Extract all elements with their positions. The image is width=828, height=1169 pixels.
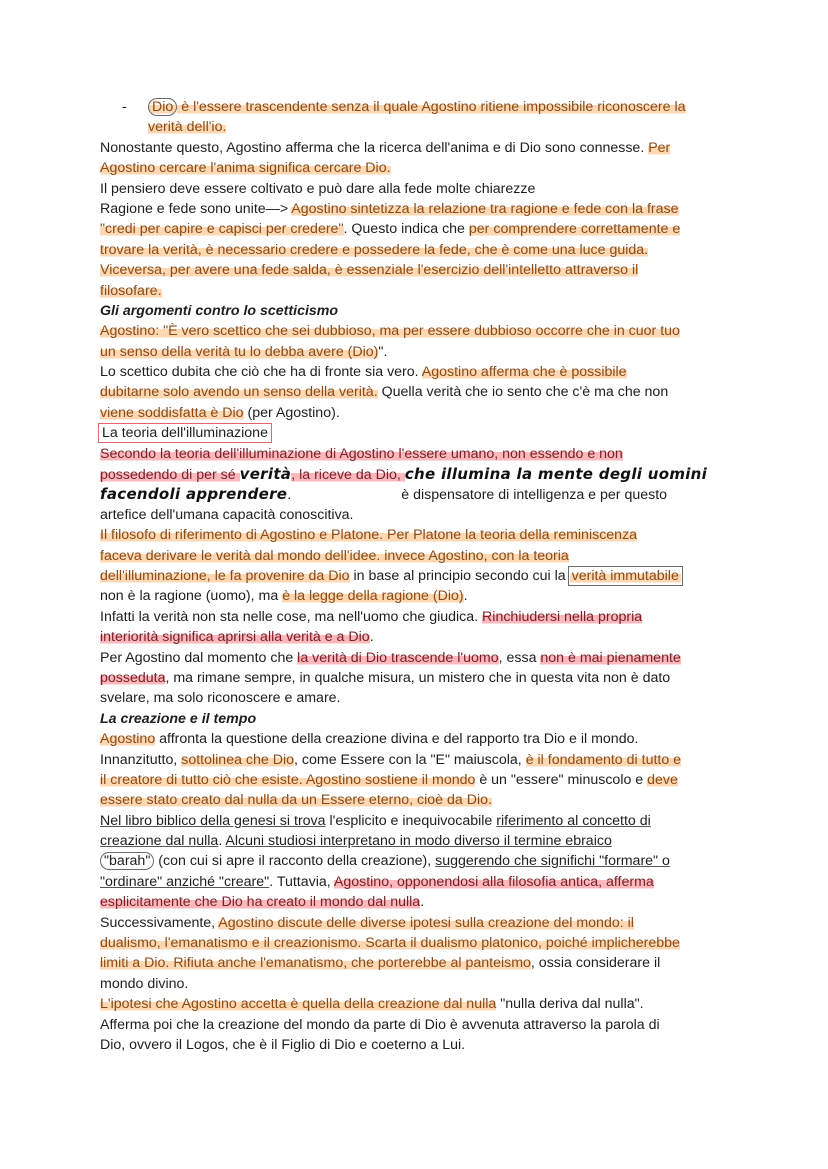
highlight-red: Agostino, opponendosi alla filosofia antica, afferma (333, 873, 654, 890)
text-line (100, 811, 730, 831)
underlined-text: "ordinare" anziché "creare" (100, 873, 270, 890)
text-span: , ossia considerare il (530, 955, 661, 972)
text-line (100, 260, 730, 280)
text-span: . (463, 588, 468, 605)
text-line (100, 464, 730, 484)
highlight-red: la verità di Dio trascende l'uomo (297, 649, 499, 666)
text-span: , come Essere con la "E" maiuscola, (294, 751, 526, 768)
highlight: Agostino cercare l'anima significa cercare Dio. (100, 160, 391, 177)
text-line (100, 219, 730, 239)
text-span: , essa (498, 649, 541, 666)
text-line (100, 546, 730, 566)
text-line (100, 586, 730, 606)
highlight-red: esplicitamente che Dio ha creato il mondo dal nulla (100, 894, 421, 911)
section-heading: Gli argomenti contro lo scetticismo (100, 302, 339, 319)
text-line (100, 607, 730, 627)
boxed-term: verità immutabile (571, 567, 679, 584)
text-line (100, 790, 730, 810)
bullet-dash: - (122, 99, 127, 115)
highlight: L'ipotesi che Agostino accetta è quella della creazione dal nulla (100, 996, 497, 1013)
highlight: Viceversa, per avere una fede salda, è essenziale l'esercizio dell'intelletto attraverso il (100, 262, 639, 279)
text-span: ". (378, 343, 388, 360)
text-span: (per Agostino). (243, 404, 340, 421)
text-line (100, 750, 730, 770)
text-line (100, 913, 730, 933)
highlight: il creatore di tutto ciò che esiste. Agostino sostiene il mondo (100, 771, 476, 788)
text-line (100, 444, 730, 464)
text-line (100, 994, 730, 1014)
text-line: artefice dell'umana capacità conoscitiva. (100, 506, 354, 523)
highlight: essere stato creato dal nulla da un Essere eterno, cioè da Dio. (100, 792, 492, 809)
highlight: Il filosofo di riferimento di Agostino e Platone. Per Platone la teoria della reminiscenza (100, 527, 638, 544)
highlight: verità dell'io. (148, 119, 227, 136)
bullet-line (100, 97, 730, 117)
text-span: . (369, 629, 374, 646)
text-line: Afferma poi che la creazione del mondo da parte di Dio è avvenuta attraverso la parola di (100, 1016, 660, 1033)
highlight: è l'essere trascendente senza il quale Agostino ritiene impossibile riconoscere la (177, 99, 686, 115)
highlight: faceva derivare le verità dal mondo dell'idee. invece Agostino, con la teoria (100, 547, 569, 564)
text-line (100, 892, 730, 912)
circled-word: Dio (148, 98, 177, 116)
highlight-red: , la riceve da Dio, (291, 467, 405, 484)
handwritten-note: verità (239, 465, 292, 484)
text-line (100, 342, 730, 362)
text-line: Il pensiero deve essere coltivato e può dare alla fede molte chiarezze (100, 180, 536, 197)
underlined-text: suggerendo che significhi "formare" o (435, 853, 670, 870)
text-line (100, 648, 730, 668)
text-line (100, 281, 730, 301)
highlight: Agostino afferma che è possibile (421, 364, 627, 381)
text-span: Innanzitutto, (100, 751, 182, 768)
highlight: Agostino (100, 731, 156, 748)
highlight: deve (647, 771, 678, 788)
highlight: "credi per capire e capisci per credere" (100, 221, 344, 238)
highlight: dualismo, l'emanatismo e il creazionismo. Scarta il dualismo platonico, poiché implicherebbe (100, 935, 680, 952)
text-span: Lo scettico dubita che ciò che ha di fronte sia vero. (100, 364, 422, 381)
section-heading-boxed: La teoria dell'illuminazione (102, 425, 268, 442)
underlined-text: Nel libro biblico della genesi si trova (100, 812, 326, 829)
highlight: trovare la verità, è necessario credere e possedere la fede, che è come una luce guida. (100, 241, 649, 258)
text-line: Dio, ovvero il Logos, che è il Figlio di Dio e coeterno a Lui. (100, 1036, 466, 1053)
text-line (100, 423, 730, 443)
text-span: . Questo indica che (343, 221, 469, 238)
text-span: , ma rimane sempre, in qualche misura, un mistero che in questa vita non è dato (165, 669, 671, 686)
text-span: . (420, 894, 425, 911)
text-span: affronta la questione della creazione divina e del rapporto tra Dio e il mondo. (155, 731, 639, 748)
highlight: Per (648, 139, 671, 156)
section-heading: La creazione e il tempo (100, 710, 257, 727)
text-line (100, 770, 730, 790)
text-line (100, 382, 730, 402)
text-span: Quella verità che io sento che c'è ma che non (377, 384, 669, 401)
text-line: mondo divino. (100, 975, 189, 992)
text-span: Successivamente, (100, 914, 219, 931)
highlight: limiti a Dio. Rifiuta anche l'emanatismo, che porterebbe al panteismo (100, 955, 531, 972)
text-span: . Tuttavia, (269, 873, 334, 890)
text-line (100, 851, 730, 871)
text-line (100, 117, 730, 137)
highlight: dubitarne solo avendo un senso della verità. (100, 384, 378, 401)
highlight: sottolinea che Dio (181, 751, 295, 768)
text-span: Nonostante questo, Agostino afferma che la ricerca dell'anima e di Dio sono connesse. (100, 139, 649, 156)
highlight-red: possedendo di per sé (100, 467, 240, 484)
text-span: l'esplicito e inequivocabile (325, 812, 497, 829)
text-span: in base al principio secondo cui la (349, 567, 570, 584)
underlined-text: creazione dal nulla (100, 833, 219, 850)
text-span: (con cui si apre il racconto della creazione), (154, 853, 436, 870)
highlight-red: non è mai pienamente (540, 649, 681, 666)
text-span: . (218, 833, 226, 850)
highlight-red: posseduta (100, 669, 166, 686)
text-line (100, 403, 730, 423)
text-line (100, 933, 730, 953)
text-span: non è la ragione (uomo), ma (100, 588, 283, 605)
highlight: viene soddisfatta è Dio (100, 404, 244, 421)
highlight: filosofare. (100, 282, 162, 299)
highlight-red: Rinchiudersi nella propria (482, 608, 643, 625)
highlight: è la legge della ragione (Dio) (282, 588, 464, 605)
text-span: è un "essere" minuscolo e (475, 771, 648, 788)
document-body (100, 97, 730, 1055)
text-line (100, 199, 730, 219)
underlined-text: Alcuni studiosi interpretano in modo diverso il termine ebraico (225, 833, 612, 850)
highlight-red: Secondo la teoria dell'illuminazione di Agostino l'essere umano, non essendo e non (100, 445, 623, 462)
text-span: "nulla deriva dal nulla". (496, 996, 644, 1013)
text-line (100, 831, 730, 851)
text-line (100, 525, 730, 545)
text-line (100, 362, 730, 382)
underlined-text: riferimento al concetto di (496, 812, 651, 829)
text-line (100, 953, 730, 973)
highlight-red: interiorità significa aprirsi alla verità e a Dio (100, 629, 370, 646)
highlight: Agostino: "È vero scettico che sei dubbioso, ma per essere dubbioso occorre che in cuor tuo (100, 323, 680, 340)
highlight: un senso della verità tu lo debba avere (Dio) (100, 343, 379, 360)
text-line (100, 484, 730, 504)
text-span: è dispensatore di intelligenza e per questo (401, 487, 668, 504)
text-line (100, 729, 730, 749)
highlight: è il fondamento di tutto e (525, 751, 682, 768)
text-span: Ragione e fede sono unite—> (100, 200, 292, 217)
highlight: per comprendere correttamente e (468, 221, 681, 238)
text-line (100, 627, 730, 647)
highlight: Agostino discute delle diverse ipotesi sulla creazione del mondo: il (218, 914, 634, 931)
text-line (100, 566, 730, 586)
text-line (100, 138, 730, 158)
text-line (100, 872, 730, 892)
handwritten-note: che illumina la mente degli uomini (404, 465, 708, 484)
text-line (100, 158, 730, 178)
highlight: Agostino sintetizza la relazione tra ragione e fede con la frase (291, 200, 679, 217)
text-span: Per Agostino dal momento che (100, 649, 298, 666)
highlight: dell'illuminazione, le fa provenire da Dio (100, 567, 350, 584)
text-line (100, 240, 730, 260)
handwritten-note: facendoli apprendere (100, 485, 288, 504)
text-line: svelare, ma solo riconoscere e amare. (100, 690, 341, 707)
circled-word: "barah" (100, 852, 154, 870)
text-span: . (287, 487, 292, 504)
text-line (100, 668, 730, 688)
text-span: Infatti la verità non sta nelle cose, ma nell'uomo che giudica. (100, 608, 483, 625)
text-line (100, 321, 730, 341)
